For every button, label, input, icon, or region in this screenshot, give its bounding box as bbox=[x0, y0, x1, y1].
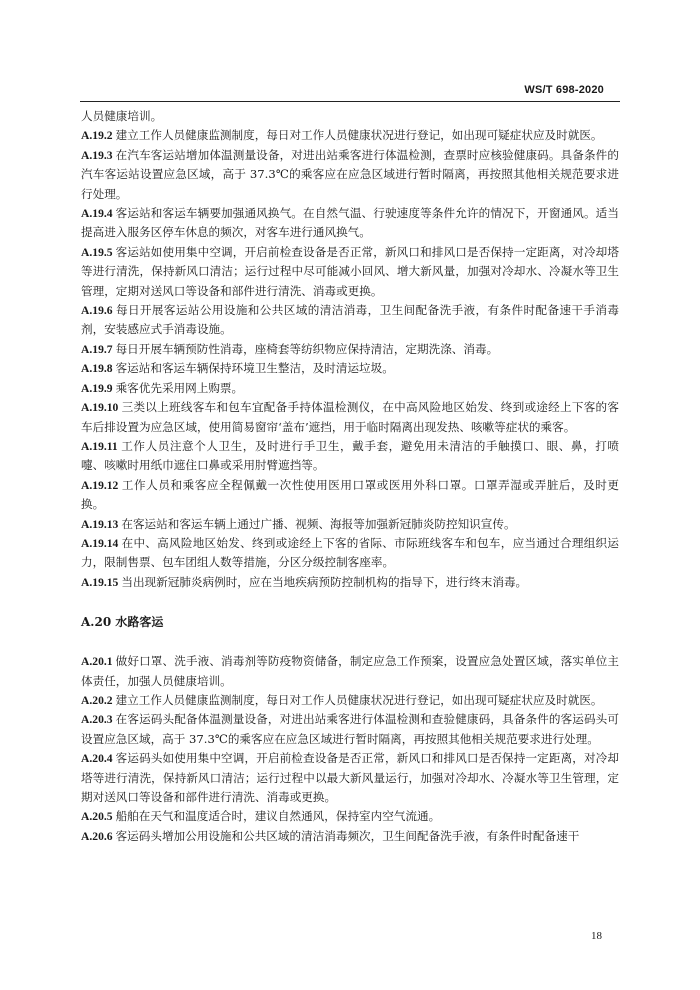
clause-text: 客运站和客运车辆保持环境卫生整洁，及时清运垃圾。 bbox=[115, 361, 394, 376]
clause-paragraph bbox=[81, 437, 619, 476]
clause-paragraph bbox=[81, 301, 619, 340]
clause-paragraph bbox=[81, 710, 619, 749]
clause-paragraph bbox=[81, 827, 619, 846]
clause-text: 三类以上班线客车和包车宜配备手持体温检测仪，在中高风险地区始发、终到或途经上下客的客车后排设置为应急区域，使用简易窗帘‘盖布’遮挡，用于临时隔离出现发热、咳嗽等症状的乘客。 bbox=[81, 400, 619, 434]
header-divider bbox=[80, 101, 620, 102]
clause-paragraph bbox=[81, 359, 619, 378]
clause-number: A.19.6 bbox=[81, 304, 113, 318]
clause-number: A.19.8 bbox=[81, 362, 113, 376]
clause-number: A.19.10 bbox=[81, 401, 119, 415]
clause-text: 工作人员注意个人卫生，及时进行手卫生，戴手套，避免用未清洁的手触摸口、眼、鼻，打喷嚏、咳嗽时用纸巾遮住口鼻或采用肘臂遮挡等。 bbox=[81, 438, 619, 473]
clause-number: A.19.5 bbox=[81, 245, 113, 259]
clause-number: A.20.1 bbox=[81, 655, 113, 669]
clause-text: 船舶在天气和温度适合时，建议自然通风，保持室内空气流通。 bbox=[115, 809, 441, 824]
clause-text: 客运码头如使用集中空调，开启前检查设备是否正常，新风口和排风口是否保持一定距离，对冷却塔等进行清洗，保持新风口清洁；运行过程中以最大新风量运行，加强对冷却水、冷凝水等卫生管理，定期对送风口等设备和部件进行清洗、消毒或更换。 bbox=[81, 751, 619, 804]
clause-number: A.19.9 bbox=[81, 381, 113, 395]
clause-text: 做好口罩、洗手液、消毒剂等防疫物资储备，制定应急工作预案，设置应急处置区域，落实单位主体责任，加强人员健康培训。 bbox=[81, 654, 619, 688]
clause-paragraph bbox=[81, 476, 619, 515]
clause-paragraph bbox=[81, 126, 619, 145]
clause-number: A.19.7 bbox=[81, 342, 113, 356]
clause-text: 工作人员和乘客应全程佩戴一次性使用医用口罩或医用外科口罩。口罩弄湿或弄脏后，及时更换。 bbox=[81, 477, 619, 512]
clause-paragraph bbox=[81, 807, 619, 826]
clause-number: A.20.4 bbox=[81, 752, 113, 766]
clause-paragraph bbox=[81, 398, 619, 437]
clause-number: A.19.13 bbox=[81, 517, 119, 531]
clause-text: 客运站和客运车辆要加强通风换气。在自然气温、行驶速度等条件允许的情况下，开窗通风。适当提高进入服务区停车休息的频次，对客车进行通风换气。 bbox=[81, 206, 619, 240]
clause-text: 在客运站和客运车辆上通过广播、视频、海报等加强新冠肺炎防控知识宣传。 bbox=[121, 516, 516, 531]
clause-text: 建立工作人员健康监测制度，每日对工作人员健康状况进行登记，如出现可疑症状应及时就医。 bbox=[115, 692, 603, 707]
clause-paragraph bbox=[81, 749, 619, 807]
clause-number: A.19.2 bbox=[81, 129, 113, 143]
clause-paragraph bbox=[81, 534, 619, 573]
clause-number: A.19.14 bbox=[81, 536, 119, 550]
clause-number: A.19.15 bbox=[81, 575, 119, 589]
page-content bbox=[81, 107, 619, 846]
clause-text: 在汽车客运站增加体温测量设备，对进出站乘客进行体温检测，查票时应核验健康码。具备条件的汽车客运站设置应急区域，高于 37.3℃的乘客应在应急区域进行暂时隔离，再按照其他相关规范要求进行处理。 bbox=[81, 147, 619, 201]
document-code: WS/T 698-2020 bbox=[524, 84, 604, 96]
clause-number: A.20.2 bbox=[81, 693, 113, 707]
clause-text: 在中、高风险地区始发、终到或途经上下客的省际、市际班线客车和包车，应当通过合理组织运力，限制售票、包车团组人数等措施，分区分级控制客座率。 bbox=[81, 535, 619, 570]
clause-text: 人员健康培训。 bbox=[81, 109, 163, 123]
clause-paragraph bbox=[81, 652, 619, 691]
clause-number: A.20.5 bbox=[81, 810, 113, 824]
clause-paragraph bbox=[81, 340, 619, 359]
clause-paragraph bbox=[81, 573, 619, 592]
clauses-a20 bbox=[81, 652, 619, 846]
section-title: A.20 水路客运 bbox=[81, 615, 164, 630]
clause-paragraph bbox=[81, 204, 619, 243]
clauses-a19 bbox=[81, 107, 619, 592]
clause-text: 每日开展车辆预防性消毒，座椅套等纺织物应保持清洁，定期洗涤、消毒。 bbox=[115, 341, 499, 356]
clause-paragraph bbox=[81, 146, 619, 204]
clause-number: A.20.3 bbox=[81, 713, 113, 727]
clause-text: 当出现新冠肺炎病例时，应在当地疾病预防控制机构的指导下，进行终末消毒。 bbox=[121, 574, 528, 589]
clause-paragraph bbox=[81, 107, 619, 126]
clause-paragraph bbox=[81, 515, 619, 534]
clause-text: 每日开展客运站公用设施和公共区域的清洁消毒，卫生间配备洗手液，有条件时配备速干手消毒剂，安装感应式手消毒设施。 bbox=[81, 303, 619, 337]
clause-text: 建立工作人员健康监测制度，每日对工作人员健康状况进行登记，如出现可疑症状应及时就医。 bbox=[115, 128, 603, 143]
clause-number: A.19.4 bbox=[81, 207, 113, 221]
clause-paragraph bbox=[81, 243, 619, 301]
clause-number: A.19.12 bbox=[81, 478, 119, 492]
clause-paragraph bbox=[81, 691, 619, 710]
clause-paragraph bbox=[81, 379, 619, 398]
clause-text: 客运码头增加公用设施和公共区域的清洁消毒频次，卫生间配备洗手液，有条件时配备速干 bbox=[115, 828, 580, 843]
clause-text: 客运站如使用集中空调，开启前检查设备是否正常，新风口和排风口是否保持一定距离，对冷却塔等进行清洗，保持新风口清洁；运行过程中尽可能减小回风、增大新风量，加强对冷却水、冷凝水等卫生管理，定期对送风口等设备和部件进行清洗、消毒或更换。 bbox=[81, 244, 619, 298]
page-number: 18 bbox=[591, 930, 602, 942]
clause-number: A.19.3 bbox=[81, 148, 113, 162]
clause-text: 乘客优先采用网上购票。 bbox=[115, 380, 244, 395]
clause-number: A.20.6 bbox=[81, 829, 113, 843]
clause-text: 在客运码头配备体温测量设备，对进出站乘客进行体温检测和查验健康码，具备条件的客运码头可设置应急区域，高于 37.3℃的乘客应在应急区域进行暂时隔离，再按照其他相关规范要求进行处理。 bbox=[81, 712, 619, 746]
clause-number: A.19.11 bbox=[81, 439, 118, 453]
